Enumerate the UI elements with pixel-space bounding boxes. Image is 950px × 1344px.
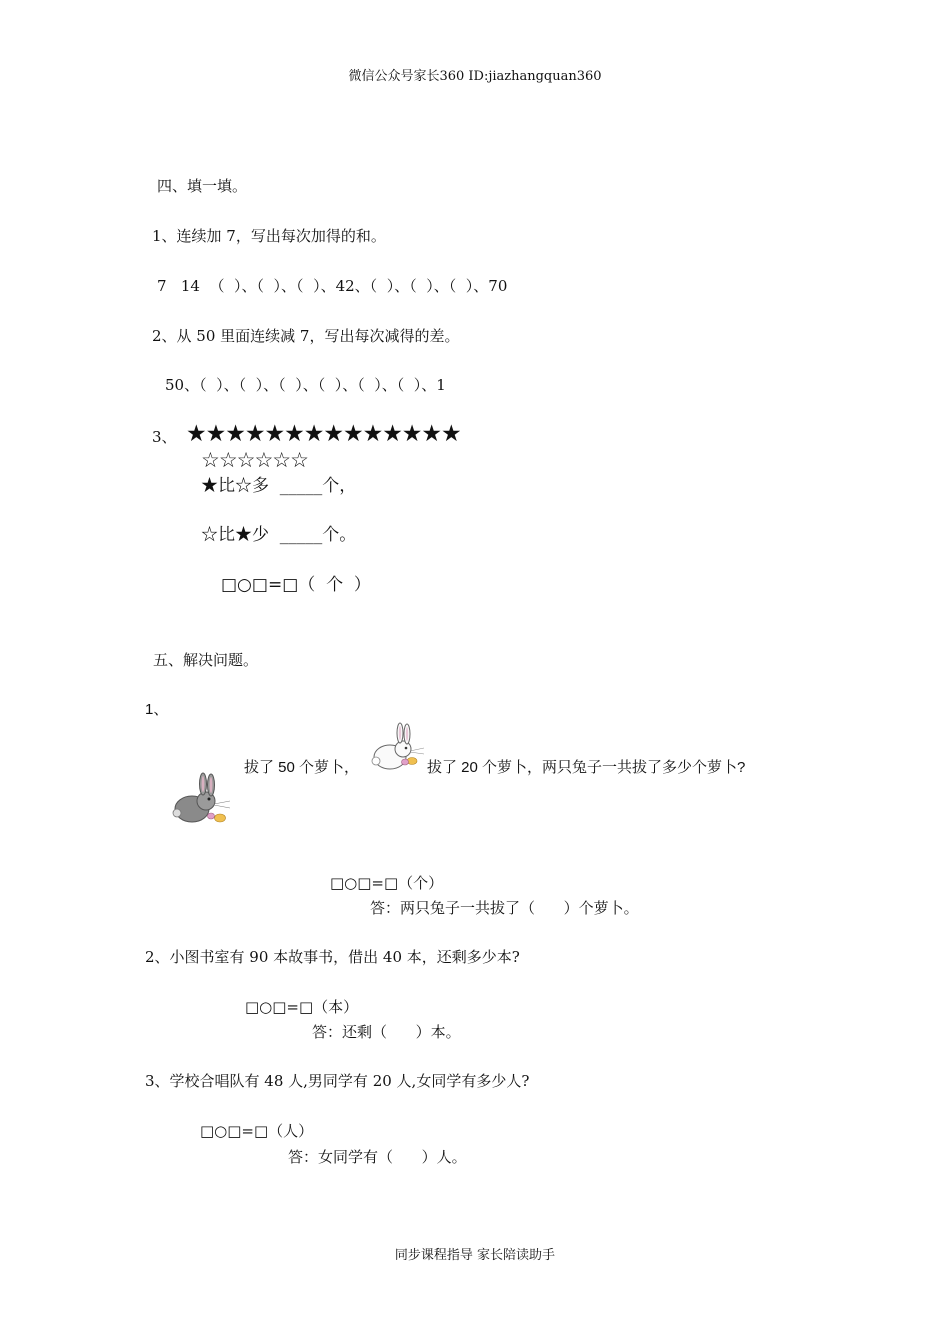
page-footer: 同步课程指导 家长陪读助手 [394,1248,556,1263]
q4-3-line2: ☆比★少 _____个。 [201,525,357,545]
q5-1-answer: 答：两只兔子一共拔了（ ）个萝卜。 [370,899,639,917]
q4-3-formula: □○□=□（ 个 ） [221,575,371,595]
q5-2-answer: 答：还剩（ ）本。 [312,1023,461,1041]
q5-1-text-a: 拔了 50 个萝卜， [244,759,360,776]
q5-3-prompt: 3、学校合唱队有 48 人,男同学有 20 人,女同学有多少人? [145,1072,530,1090]
q4-3-line1: ★比☆多 _____个， [201,476,357,496]
q4-2-prompt: 2、从 50 里面连续减 7，写出每次减得的差。 [152,327,460,345]
q5-2-prompt: 2、小图书室有 90 本故事书，借出 40 本，还剩多少本? [145,948,520,966]
page-header: 微信公众号家长360 ID:jiazhangquan360 [348,69,602,84]
q5-2-formula: □○□=□（本） [245,998,359,1016]
section-4-title: 四、填一填。 [157,177,248,195]
q4-3-number: 3、 [152,428,177,446]
white-rabbit-icon [366,721,428,777]
section-5-title: 五、解决问题。 [153,651,259,669]
black-stars-row: ★★★★★★★★★★★★★★ [186,421,461,447]
white-stars-row: ☆☆☆☆☆☆ [201,448,308,472]
q5-1-number: 1、 [145,701,169,718]
q4-2-sequence: 50、（ ）、（ ）、（ ）、（ ）、（ ）、（ ）、1 [165,376,446,394]
q5-3-formula: □○□=□（人） [200,1122,314,1140]
q4-1-prompt: 1、连续加 7，写出每次加得的和。 [152,227,386,245]
q4-1-sequence: 7 14 （ ）、（ ）、（ ）、42、（ ）、（ ）、（ ）、70 [157,277,508,295]
q5-1-formula: □○□=□（个） [330,874,444,892]
q5-3-answer: 答：女同学有（ ）人。 [288,1148,467,1166]
q5-1-text-b: 拔了 20 个萝卜，两只兔子一共拔了多少个萝卜? [427,759,746,776]
grey-rabbit-icon [168,771,234,829]
